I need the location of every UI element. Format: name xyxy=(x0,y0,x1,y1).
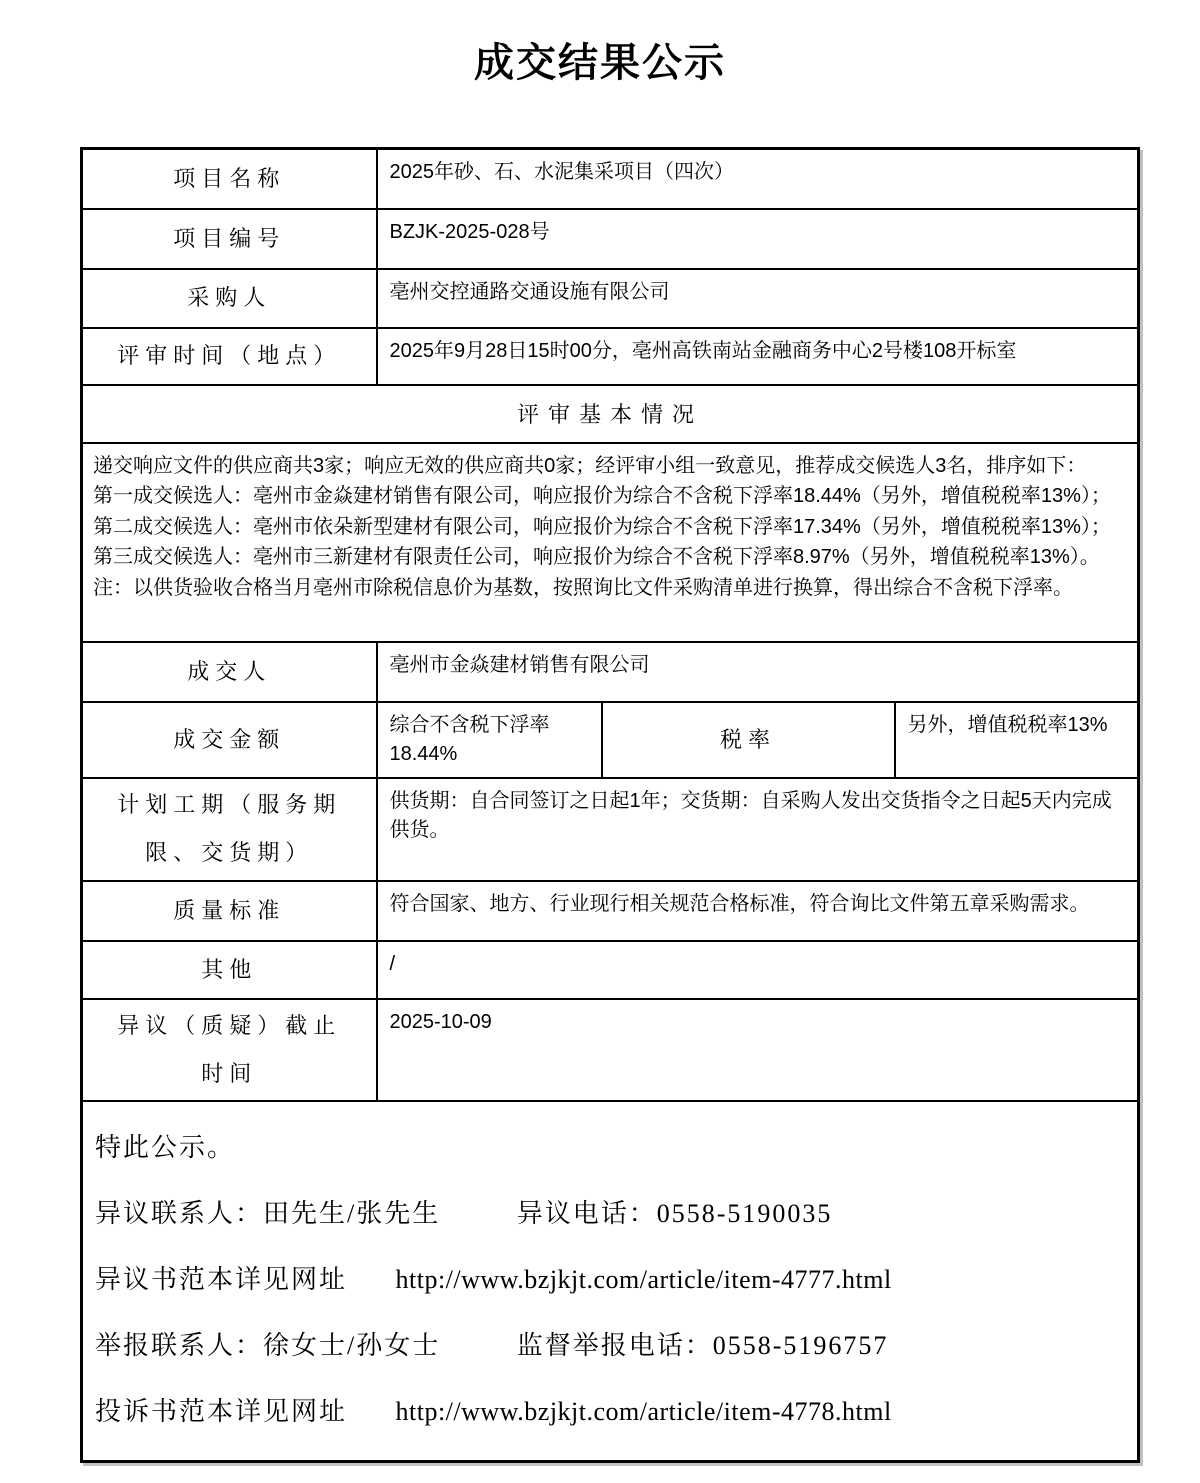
announcement-table xyxy=(80,147,1140,1463)
objection-deadline-row xyxy=(82,999,1139,1101)
review-detail-cell xyxy=(82,443,1139,642)
winner-value: 亳州市金焱建材销售有限公司 xyxy=(377,642,1139,702)
project-name-label: 项目名称 xyxy=(82,149,377,209)
amount-label: 成交金额 xyxy=(82,702,377,778)
objection-template-label: 异议书范本详见网址 xyxy=(95,1264,348,1294)
review-line-candidate-3: 第三成交候选人：亳州市三新建材有限责任公司，响应报价为综合不含税下浮率8.97%（另外，增值税税率13%）。 xyxy=(93,546,1100,568)
review-line-candidate-2: 第二成交候选人：亳州市依朵新型建材有限公司，响应报价为综合不含税下浮率17.34%（另外，增值税税率13%）； xyxy=(93,515,1111,538)
footer-cell xyxy=(82,1101,1139,1462)
review-line-note: 注：以供货验收合格当月亳州市除税信息价为基数，按照询比文件采购清单进行换算，得出综合不含税下浮率。 xyxy=(93,576,1073,599)
footer-row xyxy=(82,1101,1139,1462)
objection-phone: 异议电话：0558-5190035 xyxy=(516,1198,833,1228)
review-time-row xyxy=(82,328,1139,385)
quality-label: 质量标准 xyxy=(82,881,377,941)
review-time-value: 2025年9月28日15时00分，亳州高铁南站金融商务中心2号楼108开标室 xyxy=(377,328,1139,385)
winner-row xyxy=(82,642,1139,702)
winner-label: 成交人 xyxy=(82,642,377,702)
objection-template-line xyxy=(95,1262,1125,1298)
schedule-label: 计划工期（服务期限、交货期） xyxy=(82,778,377,881)
other-label: 其他 xyxy=(82,941,377,999)
tax-rate-label: 税率 xyxy=(602,702,895,778)
objection-contact-line xyxy=(95,1196,1125,1232)
objection-contact: 异议联系人：田先生/张先生 xyxy=(95,1198,441,1228)
objection-deadline-label: 异议（质疑）截止时间 xyxy=(82,999,377,1101)
review-detail-row xyxy=(82,443,1139,642)
project-number-label: 项目编号 xyxy=(82,209,377,269)
purchaser-label: 采购人 xyxy=(82,269,377,328)
tax-rate-value: 另外，增值税税率13% xyxy=(895,702,1139,778)
amount-row xyxy=(82,702,1139,778)
page-title: 成交结果公示 xyxy=(474,40,726,85)
objection-deadline-value: 2025-10-09 xyxy=(377,999,1139,1101)
complaint-template-url: http://www.bzjkjt.com/article/item-4778.html xyxy=(395,1396,892,1426)
review-time-label: 评审时间（地点） xyxy=(82,328,377,385)
schedule-value: 供货期：自合同签订之日起1年；交货期：自采购人发出交货指令之日起5天内完成供货。 xyxy=(377,778,1139,881)
quality-row xyxy=(82,881,1139,941)
review-line-candidate-1: 第一成交候选人：亳州市金焱建材销售有限公司，响应报价为综合不含税下浮率18.44%（另外，增值税税率13%）； xyxy=(93,485,1111,507)
footer-notice-line xyxy=(95,1130,1125,1166)
review-header-row xyxy=(82,385,1139,443)
project-number-value: BZJK-2025-028号 xyxy=(377,209,1139,269)
purchaser-value: 亳州交控通路交通设施有限公司 xyxy=(377,269,1139,328)
other-value: / xyxy=(377,941,1139,999)
amount-discount-value: 综合不含税下浮率18.44% xyxy=(377,702,602,778)
quality-value: 符合国家、地方、行业现行相关规范合格标准，符合询比文件第五章采购需求。 xyxy=(377,881,1139,941)
report-contact-line xyxy=(95,1328,1125,1364)
review-line-summary: 递交响应文件的供应商共3家；响应无效的供应商共0家；经评审小组一致意见，推荐成交候选人3名，排序如下： xyxy=(93,454,1087,477)
objection-template-url: http://www.bzjkjt.com/article/item-4777.html xyxy=(395,1264,892,1294)
report-contact: 举报联系人：徐女士/孙女士 xyxy=(95,1330,441,1360)
complaint-template-line xyxy=(95,1394,1125,1430)
review-section-header: 评审基本情况 xyxy=(82,385,1139,443)
purchaser-row xyxy=(82,269,1139,328)
project-number-row xyxy=(82,209,1139,269)
report-phone: 监督举报电话：0558-5196757 xyxy=(516,1330,889,1360)
footer-notice: 特此公示。 xyxy=(95,1132,236,1162)
project-name-value: 2025年砂、石、水泥集采项目（四次） xyxy=(377,149,1139,209)
schedule-row xyxy=(82,778,1139,881)
other-row xyxy=(82,941,1139,999)
project-name-row xyxy=(82,149,1139,209)
complaint-template-label: 投诉书范本详见网址 xyxy=(95,1396,348,1426)
